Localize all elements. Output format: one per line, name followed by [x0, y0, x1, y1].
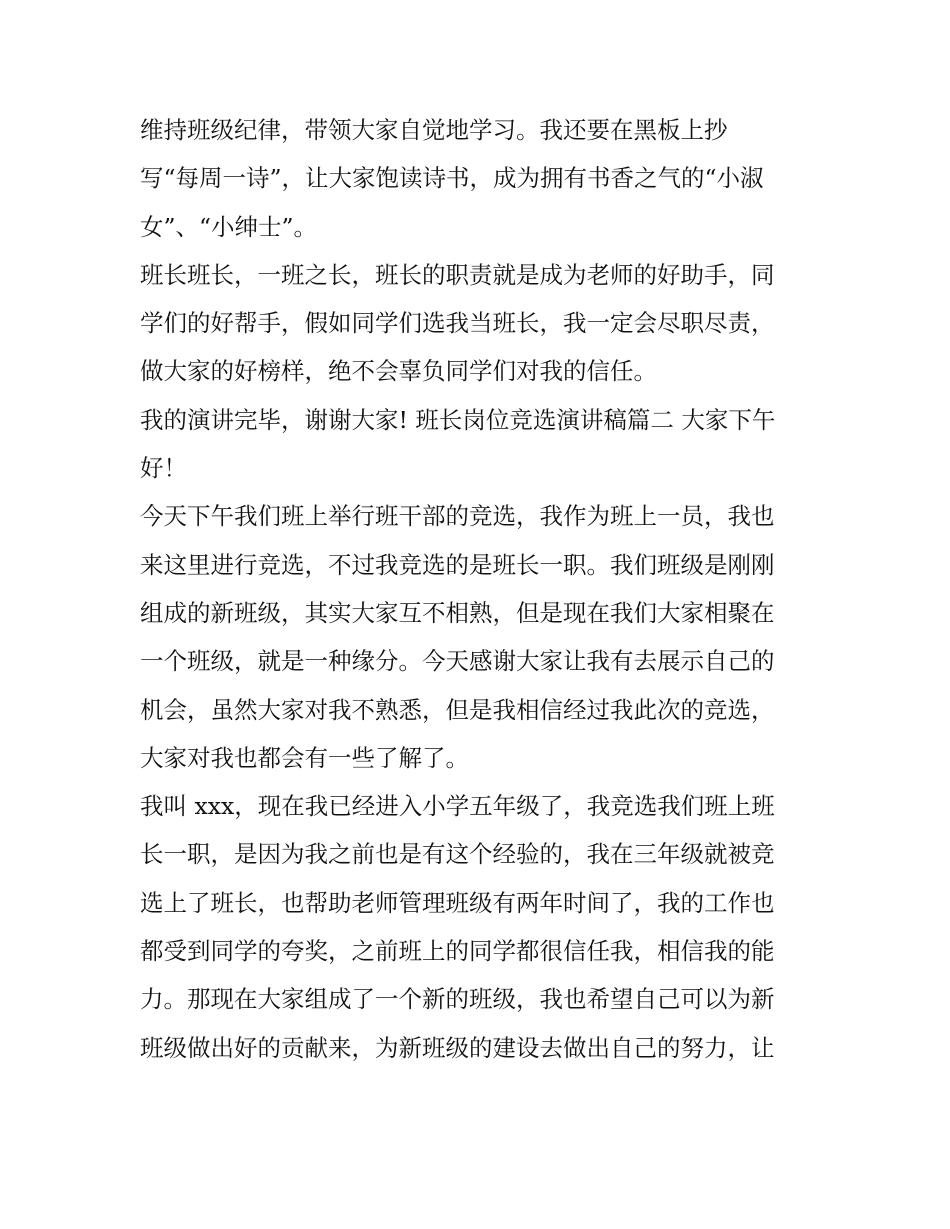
text-line: 一个班级，就是一种缘分。今天感谢大家让我有去展示自己的: [140, 647, 775, 676]
text-line: 班长班长，一班之长，班长的职责就是成为老师的好助手，同: [140, 260, 775, 289]
text-line: 班级做出好的贡献来，为新班级的建设去做出自己的努力，让: [140, 1033, 775, 1062]
text-line: 好！: [140, 454, 187, 483]
speech-text: [140, 106, 820, 1072]
text-line: 女”、“小绅士”。: [140, 212, 318, 241]
text-line: 机会，虽然大家对我不熟悉，但是我相信经过我此次的竞选，: [140, 695, 775, 724]
text-line: 学们的好帮手，假如同学们选我当班长，我一定会尽职尽责，: [140, 309, 775, 338]
text-line: 组成的新班级，其实大家互不相熟，但是现在我们大家相聚在: [140, 598, 775, 627]
text-line: 大家对我也都会有一些了解了。: [140, 743, 469, 772]
text-line: 来这里进行竞选，不过我竞选的是班长一职。我们班级是刚刚: [140, 550, 775, 579]
text-line: 我的演讲完毕，谢谢大家! 班长岗位竞选演讲稿篇二 大家下午: [140, 405, 776, 434]
text-line: 都受到同学的夸奖，之前班上的同学都很信任我，相信我的能: [140, 937, 775, 966]
text-line: 长一职，是因为我之前也是有这个经验的，我在三年级就被竞: [140, 840, 775, 869]
text-line: 做大家的好榜样，绝不会辜负同学们对我的信任。: [140, 357, 657, 386]
text-line: 今天下午我们班上举行班干部的竞选，我作为班上一员，我也: [140, 502, 775, 531]
text-line: 力。那现在大家组成了一个新的班级，我也希望自己可以为新: [140, 985, 775, 1014]
text-line: 维持班级纪律，带领大家自觉地学习。我还要在黑板上抄: [140, 116, 728, 144]
text-line: 选上了班长，也帮助老师管理班级有两年时间了，我的工作也: [140, 888, 775, 917]
text-line: 写“每周一诗”，让大家饱读诗书，成为拥有书香之气的“小淑: [140, 164, 764, 193]
text-line: 我叫 xxx，现在我已经进入小学五年级了，我竞选我们班上班: [140, 792, 775, 821]
